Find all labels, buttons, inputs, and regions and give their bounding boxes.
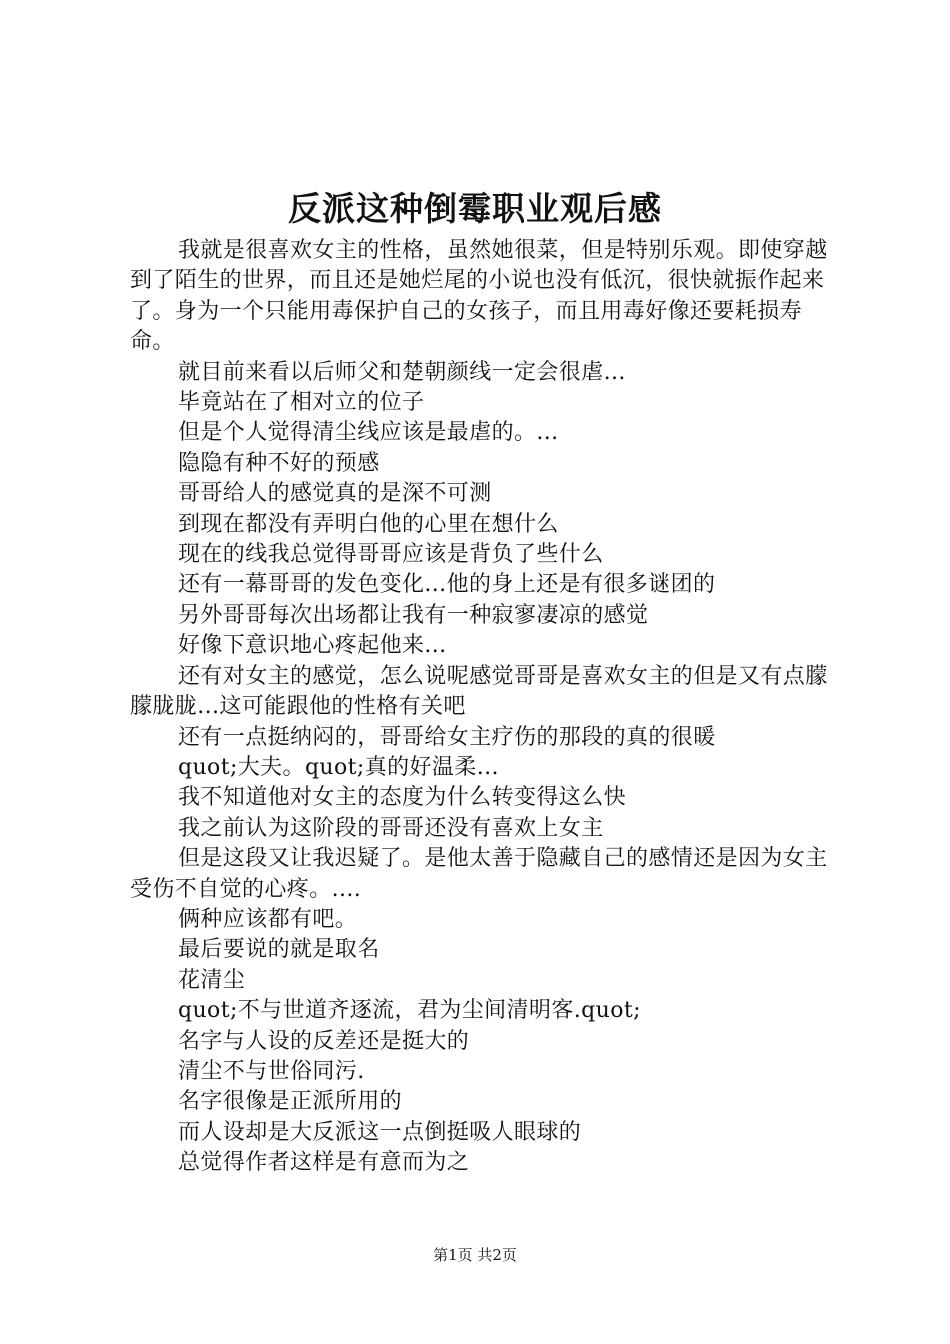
paragraph: 清尘不与世俗同污. bbox=[178, 1058, 365, 1084]
paragraph: 还有一幕哥哥的发色变化...他的身上还是有很多谜团的 bbox=[178, 572, 716, 598]
paragraph: 哥哥给人的感觉真的是深不可测 bbox=[178, 481, 492, 507]
paragraph: 隐隐有种不好的预感 bbox=[178, 450, 380, 476]
paragraph: 就目前来看以后师父和楚朝颜线一定会很虐... bbox=[178, 359, 626, 385]
paragraph: 到现在都没有弄明白他的心里在想什么 bbox=[178, 511, 559, 537]
paragraph: 最后要说的就是取名 bbox=[178, 937, 380, 963]
paragraph: quot;大夫。quot;真的好温柔... bbox=[178, 754, 499, 780]
document-title: 反派这种倒霉职业观后感 bbox=[288, 189, 662, 228]
page-footer: 第1页 共2页 bbox=[433, 1246, 517, 1264]
paragraph: quot;不与世道齐逐流，君为尘间清明客.quot; bbox=[178, 998, 641, 1024]
document-body bbox=[130, 236, 835, 1179]
paragraph: 还有一点挺纳闷的，哥哥给女主疗伤的那段的真的很暖 bbox=[178, 724, 716, 750]
paragraph: 还有对女主的感觉，怎么说呢感觉哥哥是喜欢女主的但是又有点朦朦胧胧...这可能跟他的性格有关吧 bbox=[130, 663, 828, 720]
paragraph: 总觉得作者这样是有意而为之 bbox=[178, 1150, 470, 1176]
paragraph: 另外哥哥每次出场都让我有一种寂寥凄凉的感觉 bbox=[178, 602, 649, 628]
paragraph: 但是这段又让我迟疑了。是他太善于隐藏自己的感情还是因为女主受伤不自觉的心疼。.... bbox=[130, 846, 828, 902]
paragraph: 俩种应该都有吧。 bbox=[178, 906, 358, 932]
paragraph: 现在的线我总觉得哥哥应该是背负了些什么 bbox=[178, 542, 604, 568]
paragraph: 名字很像是正派所用的 bbox=[178, 1089, 403, 1115]
paragraph: 我之前认为这阶段的哥哥还没有喜欢上女主 bbox=[178, 815, 604, 841]
paragraph: 但是个人觉得清尘线应该是最虐的。... bbox=[178, 420, 559, 446]
paragraph: 好像下意识地心疼起他来... bbox=[178, 633, 447, 659]
paragraph: 花清尘 bbox=[178, 967, 246, 993]
paragraph: 毕竟站在了相对立的位子 bbox=[178, 390, 425, 416]
paragraph: 而人设却是大反派这一点倒挺吸人眼球的 bbox=[178, 1119, 582, 1145]
paragraph: 名字与人设的反差还是挺大的 bbox=[178, 1028, 470, 1054]
paragraph: 我就是很喜欢女主的性格，虽然她很菜，但是特别乐观。即使穿越到了陌生的世界，而且还是她烂尾的小说也没有低沉，很快就振作起来了。身为一个只能用毒保护自己的女孩子，而且用毒好像还要耗损寿命。 bbox=[130, 238, 828, 355]
paragraph: 我不知道他对女主的态度为什么转变得这么快 bbox=[178, 785, 627, 811]
